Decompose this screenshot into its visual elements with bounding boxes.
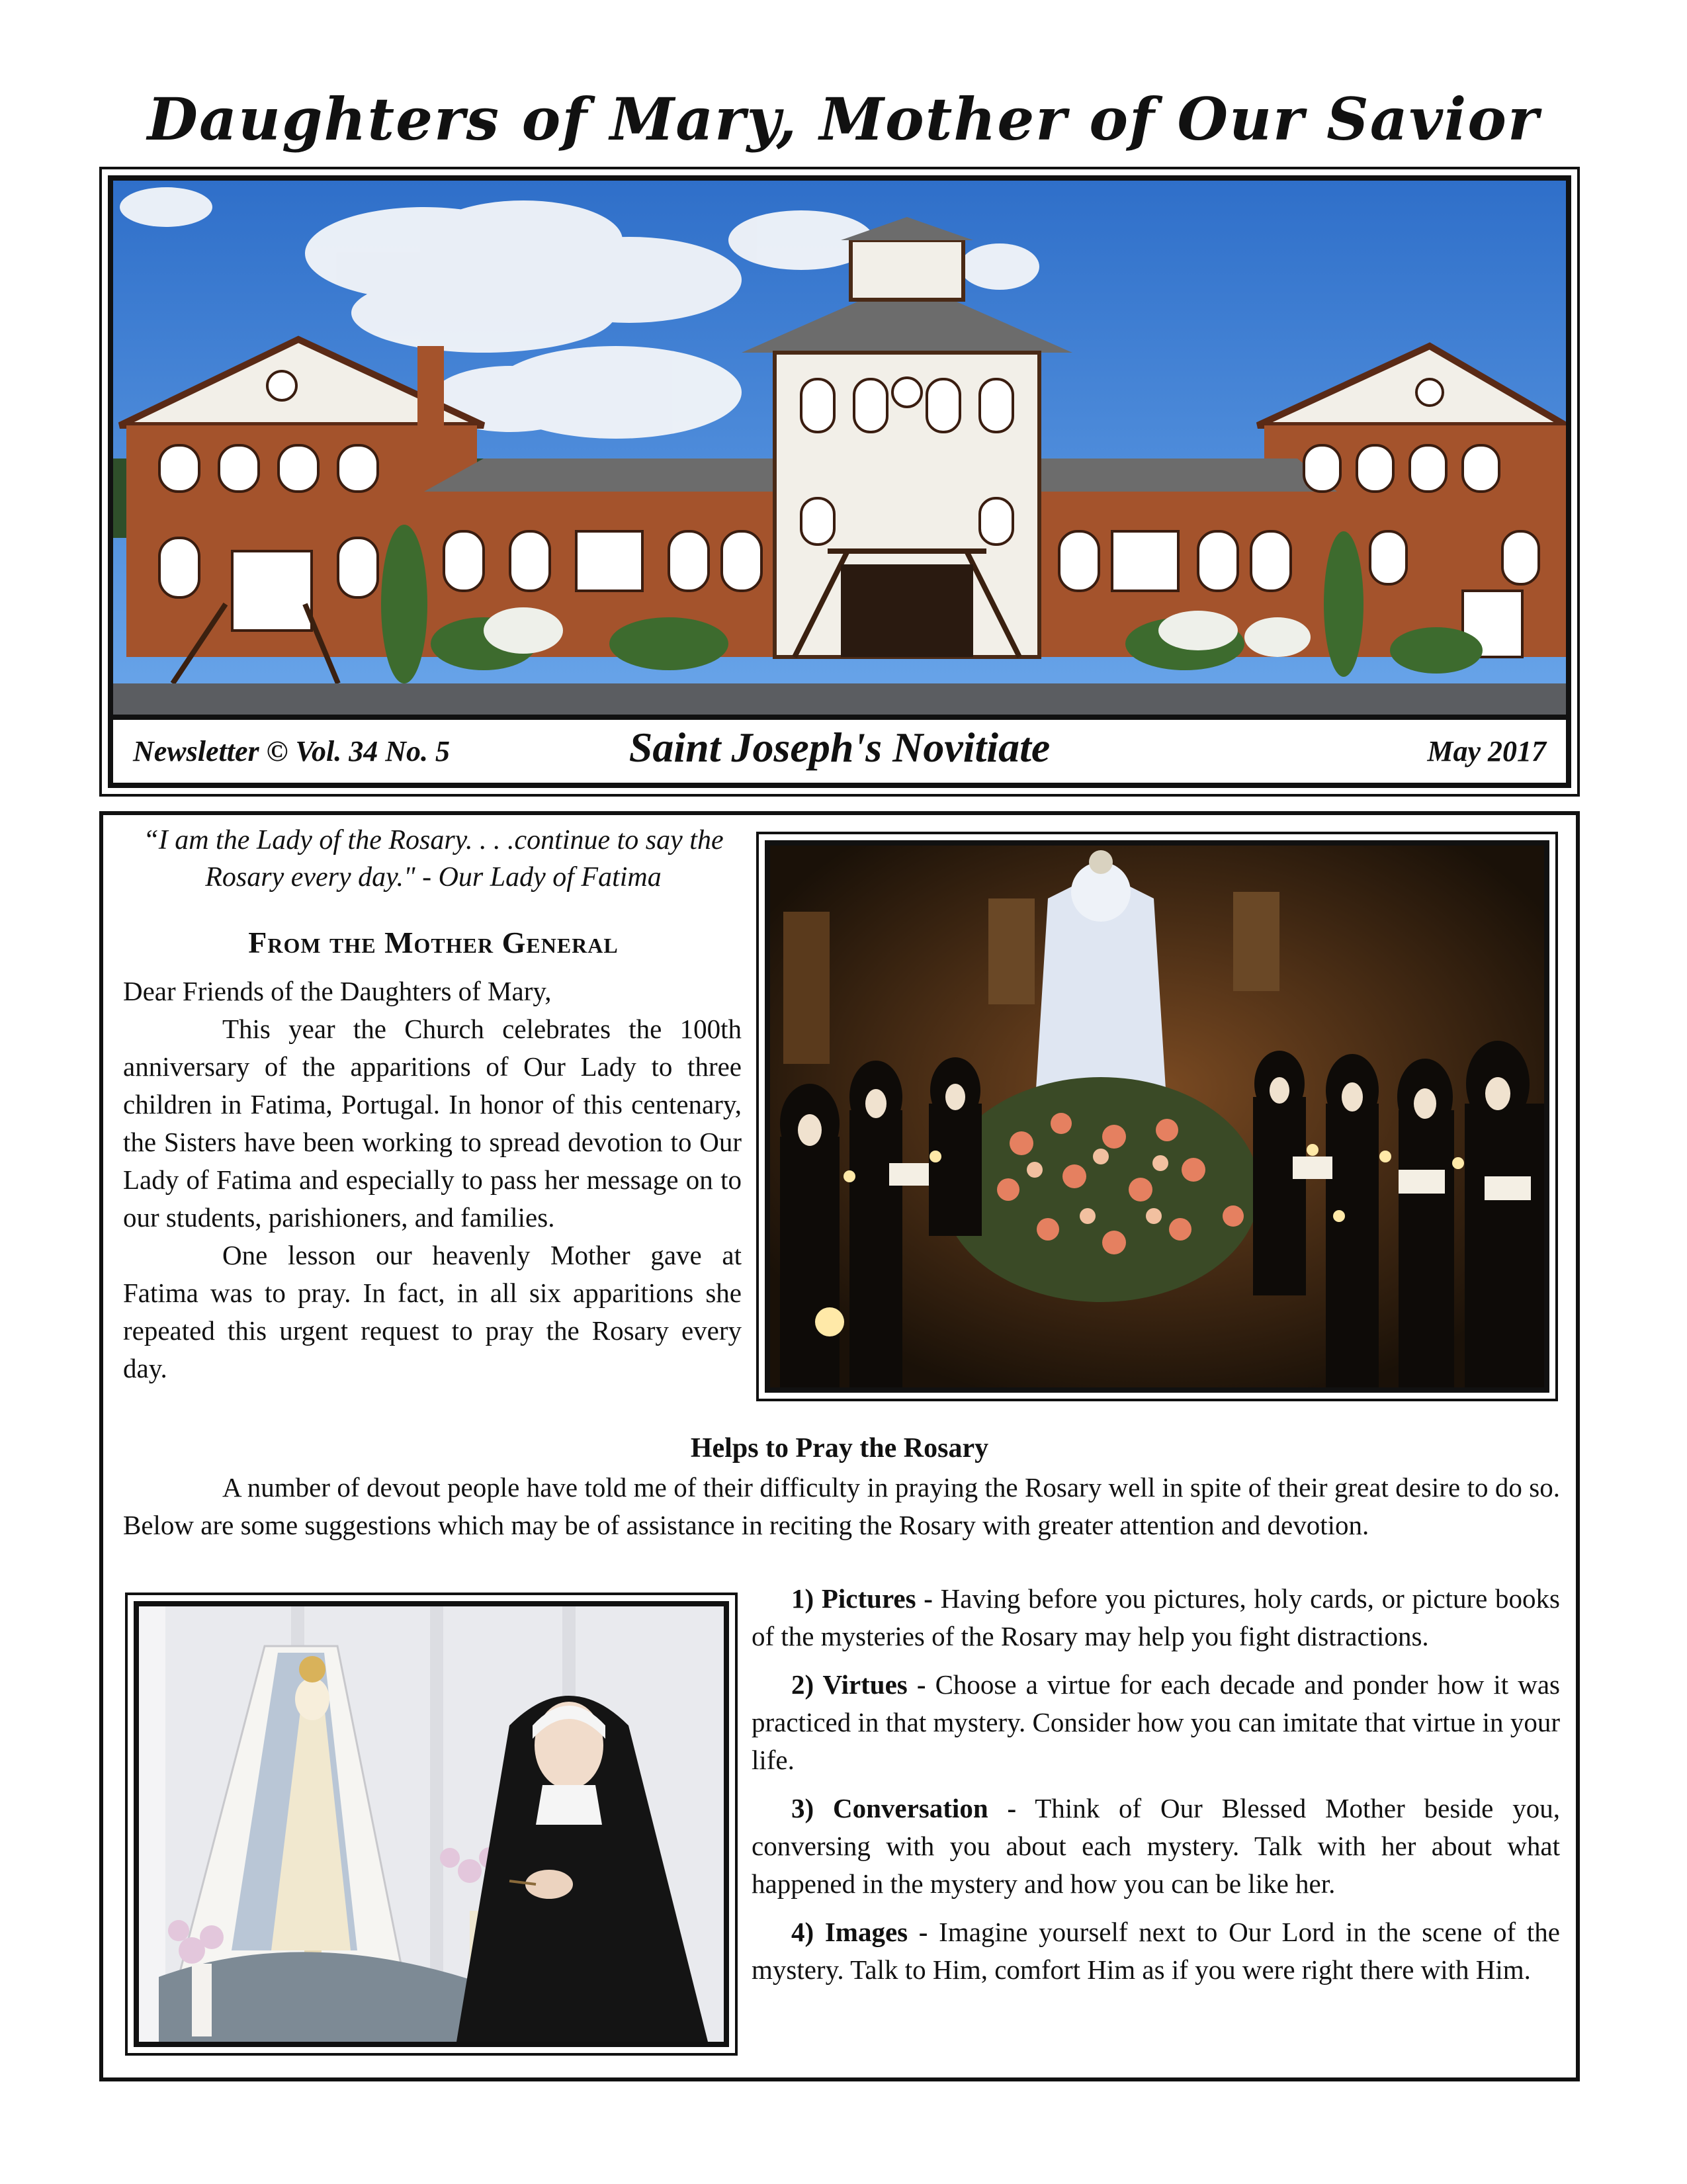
- list-item-label: 2) Virtues -: [791, 1669, 926, 1700]
- list-item: [752, 1580, 1560, 1655]
- quote-attribution: - Our Lady of Fatima: [415, 862, 662, 893]
- list-item-text: Imagine yourself next to Our Lord in the scene of the mystery. Talk to Him, comfort Him as if you were right there with Him.: [752, 1917, 1560, 1985]
- section-title-helps: Helps to Pray the Rosary: [690, 1433, 989, 1463]
- list-item-label: 4) Images -: [791, 1917, 928, 1947]
- masthead-title: Daughters of Mary, Mother of Our Savior: [147, 85, 1540, 153]
- list-item-text: Think of Our Blessed Mother beside you, conversing with you about each mystery. Talk with her about what happened in the mystery and how you can be like her.: [752, 1793, 1560, 1899]
- house-name: Saint Joseph's Novitiate: [628, 724, 1051, 771]
- quote-text: “I am the Lady of the Rosary. . . .continue to say the Rosary every day.": [143, 825, 724, 893]
- list-item: [752, 1790, 1560, 1903]
- helps-list: [752, 1580, 1560, 1999]
- photo-candlelight-procession: [765, 840, 1549, 1393]
- fatima-quote: [119, 822, 748, 896]
- hero-photo-novitiate: [113, 181, 1566, 715]
- section-title-mother-general: From the Mother General: [248, 926, 619, 959]
- letter-paragraph: One lesson our heavenly Mother gave at Fatima was to pray. In fact, in all six apparitions she repeated this urgent request to pray the Rosary every day.: [123, 1240, 742, 1383]
- list-item-text: Choose a virtue for each decade and ponder how it was practiced in that mystery. Consider how you can imitate that virtue in your life.: [752, 1669, 1560, 1775]
- list-item: [752, 1913, 1560, 1989]
- letter-column: [123, 973, 742, 1387]
- helps-intro: A number of devout people have told me of their difficulty in praying the Rosary well in spite of their great desire to do so. Below are some suggestions which may be of assistance in reciting the Rosary with greater attention and devotion.: [123, 1472, 1560, 1540]
- header-divider: [113, 715, 1566, 720]
- list-item-label: 1) Pictures -: [791, 1583, 933, 1614]
- issue-date: May 2017: [1427, 735, 1546, 767]
- letter-paragraph: This year the Church celebrates the 100th anniversary of the apparitions of Our Lady to three children in Fatima, Portugal. In honor of this centenary, the Sisters have been working to spread devotion to Our Lady of Fatima and especially to pass her message on to our students, parishioners, and families.: [123, 1014, 742, 1233]
- header-info-strip: [113, 720, 1566, 783]
- letter-salutation: Dear Friends of the Daughters of Mary,: [123, 976, 552, 1006]
- issue-number: Newsletter © Vol. 34 No. 5: [133, 735, 450, 767]
- list-item-label: 3) Conversation -: [791, 1793, 1017, 1823]
- photo-sister-with-statue: [134, 1601, 729, 2047]
- list-item-text: Having before you pictures, holy cards, or picture books of the mysteries of the Rosary may help you fight distractions.: [752, 1583, 1560, 1651]
- list-item: [752, 1666, 1560, 1779]
